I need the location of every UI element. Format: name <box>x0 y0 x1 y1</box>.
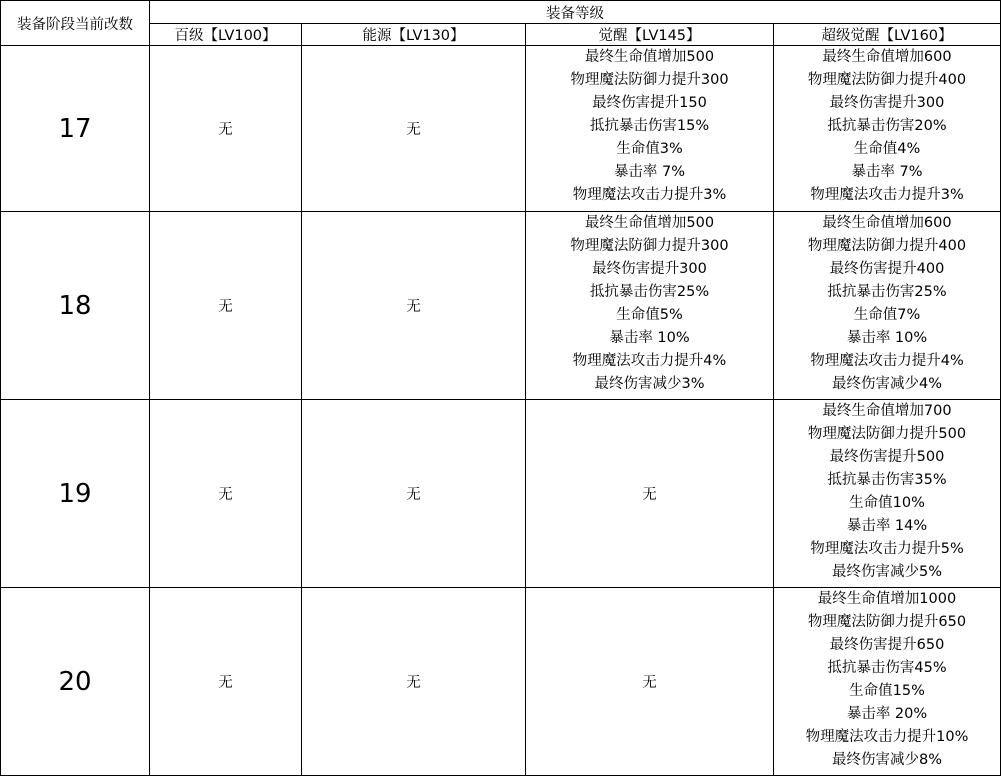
stat-line: 抵抗暴击伤害20% <box>827 118 947 134</box>
stat-line: 物理魔法防御力提升400 <box>807 72 967 88</box>
lv130-cell: 无 <box>302 46 526 212</box>
table-row <box>1 46 1001 212</box>
stat-line: 暴击率 7% <box>851 164 923 180</box>
lv100-cell: 无 <box>150 212 302 400</box>
column-header-lv130: 能源【LV130】 <box>302 24 526 46</box>
stat-line: 暴击率 20% <box>846 706 928 722</box>
lv145-cell: 无 <box>526 588 774 776</box>
stat-line: 最终伤害减少5% <box>831 564 942 580</box>
stat-line: 暴击率 10% <box>846 330 928 346</box>
stage-cell: 19 <box>1 400 150 588</box>
lv130-cell: 无 <box>302 400 526 588</box>
stat-line: 最终生命值增加500 <box>584 49 715 65</box>
column-header-lv145: 觉醒【LV145】 <box>526 24 774 46</box>
lv160-cell <box>774 588 1001 776</box>
stat-line: 生命值10% <box>849 495 925 511</box>
stat-line: 最终伤害提升150 <box>592 95 707 111</box>
stat-line: 抵抗暴击伤害25% <box>827 284 947 300</box>
stat-line: 抵抗暴击伤害35% <box>827 472 947 488</box>
lv145-cell <box>526 212 774 400</box>
row-header-stage: 装备阶段当前改数 <box>1 1 150 46</box>
lv100-cell: 无 <box>150 400 302 588</box>
stat-line: 最终生命值增加500 <box>584 215 715 231</box>
stat-line: 最终生命值增加600 <box>822 49 952 65</box>
stat-line: 生命值3% <box>616 141 683 157</box>
stat-line: 物理魔法防御力提升650 <box>807 614 967 630</box>
lv160-cell <box>774 400 1001 588</box>
stat-line: 物理魔法攻击力提升10% <box>805 729 969 745</box>
stat-line: 物理魔法攻击力提升5% <box>810 541 964 557</box>
stat-line: 抵抗暴击伤害15% <box>589 118 710 134</box>
stat-line: 物理魔法攻击力提升4% <box>810 353 964 369</box>
stat-line: 生命值7% <box>853 307 921 323</box>
stat-line: 抵抗暴击伤害25% <box>589 284 710 300</box>
lv100-cell: 无 <box>150 46 302 212</box>
table-body <box>1 46 1001 776</box>
stat-line: 最终伤害提升300 <box>829 95 945 111</box>
stat-line: 最终生命值增加700 <box>822 403 952 419</box>
lv160-cell <box>774 46 1001 212</box>
stat-line: 最终伤害减少8% <box>831 752 942 768</box>
stat-line: 暴击率 7% <box>613 164 686 180</box>
lv130-cell: 无 <box>302 212 526 400</box>
table-row <box>1 212 1001 400</box>
stat-line: 物理魔法攻击力提升4% <box>572 353 727 369</box>
stage-cell: 18 <box>1 212 150 400</box>
stat-line: 最终伤害提升300 <box>592 261 707 277</box>
stat-line: 最终伤害提升500 <box>829 449 945 465</box>
stat-line: 生命值4% <box>853 141 921 157</box>
stat-line: 物理魔法攻击力提升3% <box>572 187 727 203</box>
lv145-cell: 无 <box>526 400 774 588</box>
stat-line: 最终生命值增加1000 <box>817 591 957 607</box>
stat-line: 物理魔法攻击力提升3% <box>810 187 964 203</box>
table-row <box>1 588 1001 776</box>
stat-line: 最终伤害减少4% <box>831 376 942 392</box>
stat-line: 最终生命值增加600 <box>822 215 952 231</box>
column-header-lv160: 超级觉醒【LV160】 <box>774 24 1001 46</box>
stat-line: 生命值5% <box>616 307 683 323</box>
stat-line: 生命值15% <box>849 683 925 699</box>
group-header-equipment-level: 装备等级 <box>150 1 1001 24</box>
stat-line: 抵抗暴击伤害45% <box>827 660 947 676</box>
stage-cell: 20 <box>1 588 150 776</box>
stat-line: 最终伤害提升650 <box>829 637 945 653</box>
stat-line: 暴击率 10% <box>609 330 690 346</box>
stat-line: 物理魔法防御力提升300 <box>570 72 729 88</box>
lv100-cell: 无 <box>150 588 302 776</box>
stat-line: 最终伤害提升400 <box>829 261 945 277</box>
lv145-cell <box>526 46 774 212</box>
stat-line: 物理魔法防御力提升300 <box>570 238 729 254</box>
column-header-lv100: 百级【LV100】 <box>150 24 302 46</box>
stat-line: 物理魔法防御力提升500 <box>807 426 967 442</box>
stage-cell: 17 <box>1 46 150 212</box>
lv160-cell <box>774 212 1001 400</box>
table-row <box>1 400 1001 588</box>
stat-line: 物理魔法防御力提升400 <box>807 238 967 254</box>
stat-line: 暴击率 14% <box>846 518 928 534</box>
stat-line: 最终伤害减少3% <box>594 376 705 392</box>
lv130-cell: 无 <box>302 588 526 776</box>
